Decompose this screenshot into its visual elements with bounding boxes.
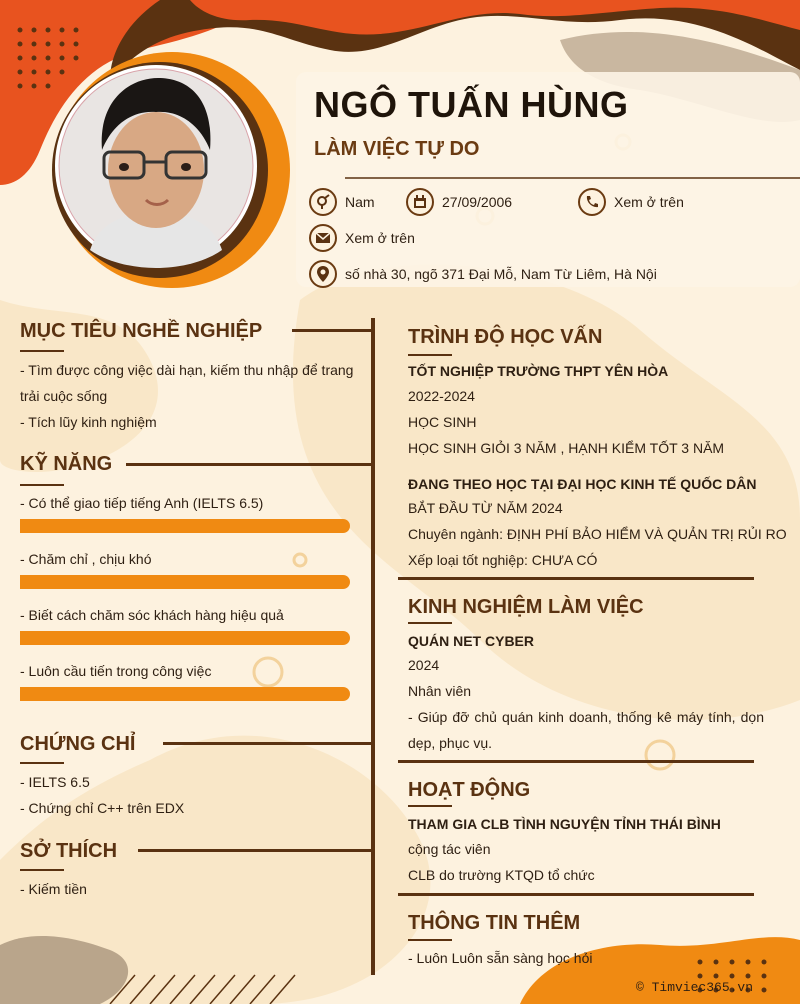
phone-value: Xem ở trên bbox=[614, 194, 684, 210]
education-line: BẮT ĐẦU TỪ NĂM 2024 bbox=[408, 500, 563, 516]
certificates-title: CHỨNG CHỈ bbox=[20, 733, 136, 755]
extra-title: THÔNG TIN THÊM bbox=[408, 912, 581, 934]
skills-title-line bbox=[126, 463, 372, 466]
education-details bbox=[408, 495, 787, 573]
experience-year: 2024 bbox=[408, 657, 440, 673]
activities-underline bbox=[408, 805, 452, 807]
objective-title: MỤC TIÊU NGHỀ NGHIỆP bbox=[20, 320, 263, 342]
experience-company: QUÁN NET CYBER bbox=[408, 633, 535, 649]
skill-label: - Luôn cầu tiến trong công việc bbox=[20, 663, 212, 679]
hobbies-underline bbox=[20, 869, 64, 871]
email-row bbox=[309, 224, 415, 252]
hobbies-title: SỞ THÍCH bbox=[20, 840, 118, 862]
education-school: ĐANG THEO HỌC TẠI ĐẠI HỌC KINH TẾ QUỐC DÂN bbox=[408, 476, 757, 492]
calendar-icon bbox=[406, 188, 434, 216]
phone-row bbox=[578, 188, 684, 216]
education-school: TỐT NGHIỆP TRƯỜNG THPT YÊN HÒA bbox=[408, 363, 669, 379]
candidate-name: NGÔ TUẤN HÙNG bbox=[314, 84, 629, 125]
certificates-title-line bbox=[163, 742, 372, 745]
experience-underline bbox=[408, 622, 452, 624]
education-line: Xếp loại tốt nghiệp: CHƯA CÓ bbox=[408, 552, 598, 568]
objective-line-1: - Tìm được công việc dài hạn, kiếm thu nhập để trang bbox=[20, 362, 354, 378]
skill-bar bbox=[20, 519, 350, 533]
activities-org: THAM GIA CLB TÌNH NGUYỆN TỈNH THÁI BÌNH bbox=[408, 816, 721, 832]
activities-details bbox=[408, 836, 595, 888]
objective-line-2: trải cuộc sống bbox=[20, 388, 108, 404]
birthday-value: 27/09/2006 bbox=[442, 194, 513, 210]
skill-bar bbox=[20, 631, 350, 645]
experience-title: KINH NGHIỆM LÀM VIỆC bbox=[408, 596, 644, 618]
experience-desc: dẹp, phục vụ. bbox=[408, 735, 493, 751]
envelope-icon bbox=[309, 224, 337, 252]
objective-line-3: - Tích lũy kinh nghiệm bbox=[20, 414, 157, 430]
activities-line: CLB do trường KTQD tổ chức bbox=[408, 867, 595, 883]
extra-line: - Luôn Luôn sẵn sàng học hỏi bbox=[408, 950, 593, 966]
certificate-item: - Chứng chỉ C++ trên EDX bbox=[20, 800, 185, 816]
skill-label: - Chăm chỉ , chịu khó bbox=[20, 551, 152, 567]
address-value: số nhà 30, ngõ 371 Đại Mỗ, Nam Từ Liêm, Hà Nội bbox=[345, 266, 657, 282]
certificates-underline bbox=[20, 762, 64, 764]
education-line: Chuyên ngành: ĐỊNH PHÍ BẢO HIỂM VÀ QUẢN TRỊ RỦI RO bbox=[408, 526, 787, 542]
certificate-item: - IELTS 6.5 bbox=[20, 774, 90, 790]
job-title: LÀM VIỆC TỰ DO bbox=[314, 138, 480, 160]
objective-title-line bbox=[292, 329, 372, 332]
education-line: 2022-2024 bbox=[408, 388, 475, 404]
experience-role: Nhân viên bbox=[408, 683, 472, 699]
location-pin-icon bbox=[309, 260, 337, 288]
skills-underline bbox=[20, 484, 64, 486]
objective-text bbox=[20, 357, 360, 435]
activities-divider bbox=[398, 893, 754, 896]
education-line: HỌC SINH bbox=[408, 414, 477, 430]
education-underline bbox=[408, 354, 452, 356]
education-line: HỌC SINH GIỎI 3 NĂM , HẠNH KIỂM TỐT 3 NĂM bbox=[408, 440, 725, 456]
skills-title: KỸ NĂNG bbox=[20, 453, 113, 475]
gender-icon bbox=[309, 188, 337, 216]
email-value: Xem ở trên bbox=[345, 230, 415, 246]
hobbies-title-line bbox=[138, 849, 372, 852]
hobby-item: - Kiếm tiền bbox=[20, 881, 87, 897]
watermark: © Timviec365.vn bbox=[636, 980, 754, 995]
education-title: TRÌNH ĐỘ HỌC VẤN bbox=[408, 326, 603, 348]
activities-line: cộng tác viên bbox=[408, 841, 491, 857]
skill-bar bbox=[20, 687, 350, 701]
birthday-row bbox=[406, 188, 512, 216]
experience-desc: - Giúp đỡ chủ quán kinh doanh, thống kê máy tính, dọn bbox=[408, 709, 764, 725]
gender-value: Nam bbox=[345, 194, 375, 210]
education-divider bbox=[398, 577, 754, 580]
extra-underline bbox=[408, 939, 452, 941]
skill-label: - Có thể giao tiếp tiếng Anh (IELTS 6.5) bbox=[20, 495, 264, 511]
activities-title: HOẠT ĐỘNG bbox=[408, 779, 531, 801]
certificates-list bbox=[20, 769, 184, 821]
phone-icon bbox=[578, 188, 606, 216]
experience-divider bbox=[398, 760, 754, 763]
gender-row bbox=[309, 188, 375, 216]
skill-label: - Biết cách chăm sóc khách hàng hiệu quả bbox=[20, 607, 284, 623]
experience-details bbox=[408, 652, 764, 756]
skill-bar bbox=[20, 575, 350, 589]
education-details bbox=[408, 383, 724, 461]
address-row bbox=[309, 260, 657, 288]
objective-underline bbox=[20, 350, 64, 352]
